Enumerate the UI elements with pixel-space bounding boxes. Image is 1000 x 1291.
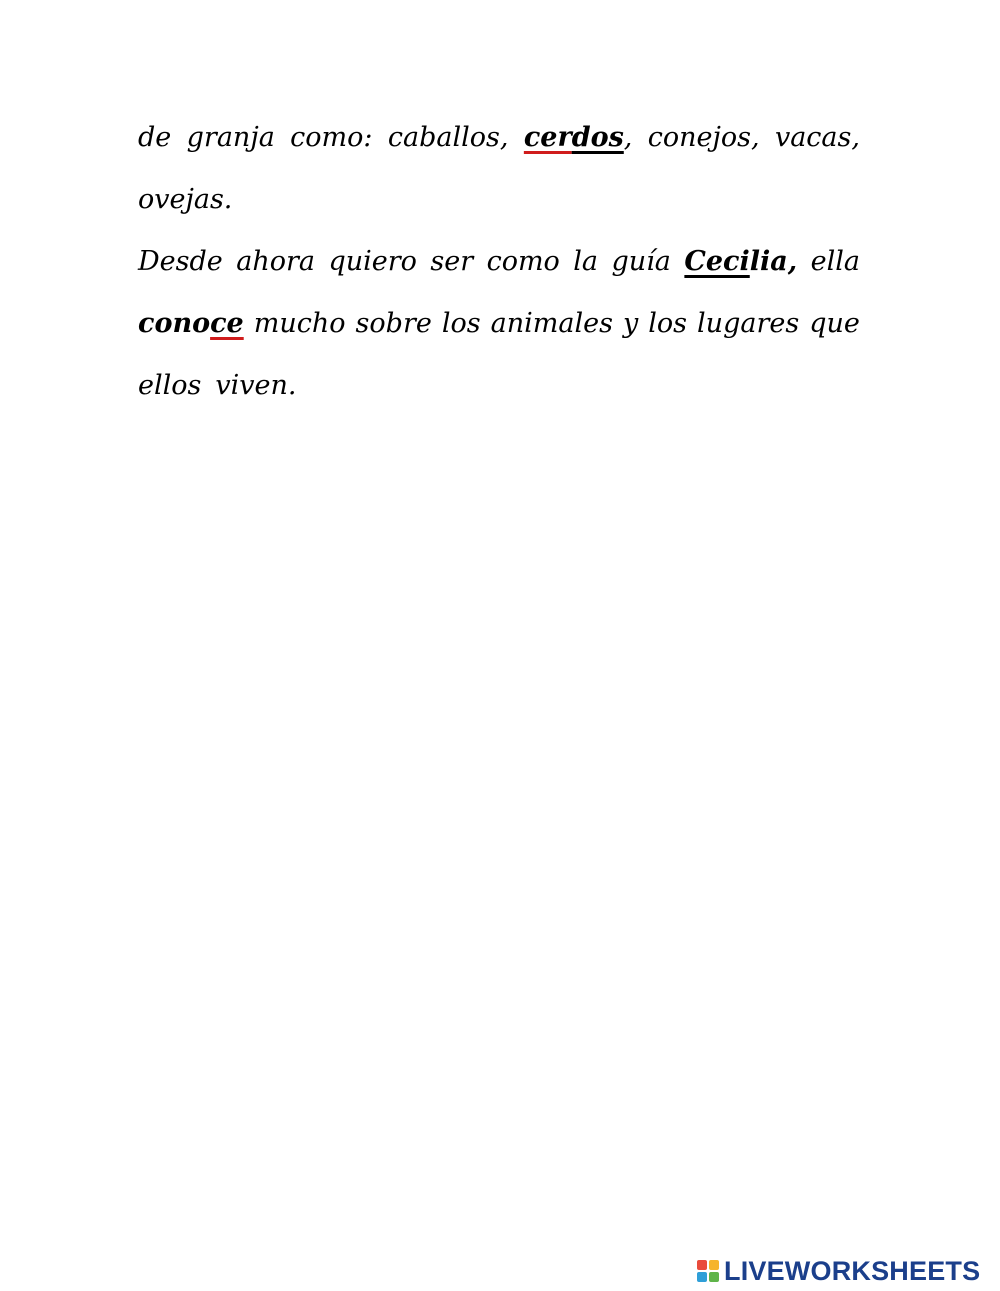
word: ser	[430, 246, 474, 277]
word: como:	[290, 122, 373, 153]
word: quiero	[328, 246, 417, 277]
word: ellos	[138, 370, 202, 401]
word: ella	[810, 246, 860, 277]
worksheet-text	[138, 112, 860, 422]
word: caballos,	[387, 122, 509, 153]
logo-square	[709, 1260, 719, 1270]
word: animales	[490, 308, 613, 339]
logo-square	[697, 1260, 707, 1270]
word: la	[573, 246, 599, 277]
highlighted-word	[684, 236, 797, 298]
word: Desde	[138, 246, 223, 277]
word: como	[486, 246, 560, 277]
word: viven.	[215, 370, 297, 401]
word: mucho	[253, 308, 346, 339]
logo-square	[697, 1272, 707, 1282]
word: granja	[186, 122, 275, 153]
text-line	[138, 360, 860, 422]
text-line	[138, 174, 860, 236]
liveworksheets-logo	[697, 1256, 980, 1286]
word: los	[441, 308, 481, 339]
word-segment: l	[749, 246, 761, 277]
highlighted-word	[138, 298, 244, 360]
highlighted-word	[524, 112, 633, 174]
word: de	[138, 122, 172, 153]
word: guía	[611, 246, 671, 277]
word-suffix: ia,	[760, 246, 798, 277]
word: vacas,	[774, 122, 860, 153]
word: los	[648, 308, 688, 339]
word-segment: Ceci	[684, 246, 750, 277]
text-line	[138, 236, 860, 298]
word: sobre	[355, 308, 432, 339]
word-suffix: ,	[623, 122, 633, 153]
word-segment: ce	[210, 308, 244, 339]
word-segment: cer	[523, 122, 572, 153]
word-segment: cono	[138, 308, 211, 339]
word: conejos,	[647, 122, 760, 153]
word: y	[622, 308, 639, 339]
word: ahora	[236, 246, 315, 277]
word: ovejas.	[138, 184, 233, 215]
text-line	[138, 112, 860, 174]
word-segment: dos	[571, 122, 624, 153]
text-line	[138, 298, 860, 360]
logo-text: LIVEWORKSHEETS	[724, 1255, 981, 1286]
word: que	[809, 308, 860, 339]
word: lugares	[697, 308, 800, 339]
logo-squares-icon	[697, 1260, 719, 1282]
logo-square	[709, 1272, 719, 1282]
